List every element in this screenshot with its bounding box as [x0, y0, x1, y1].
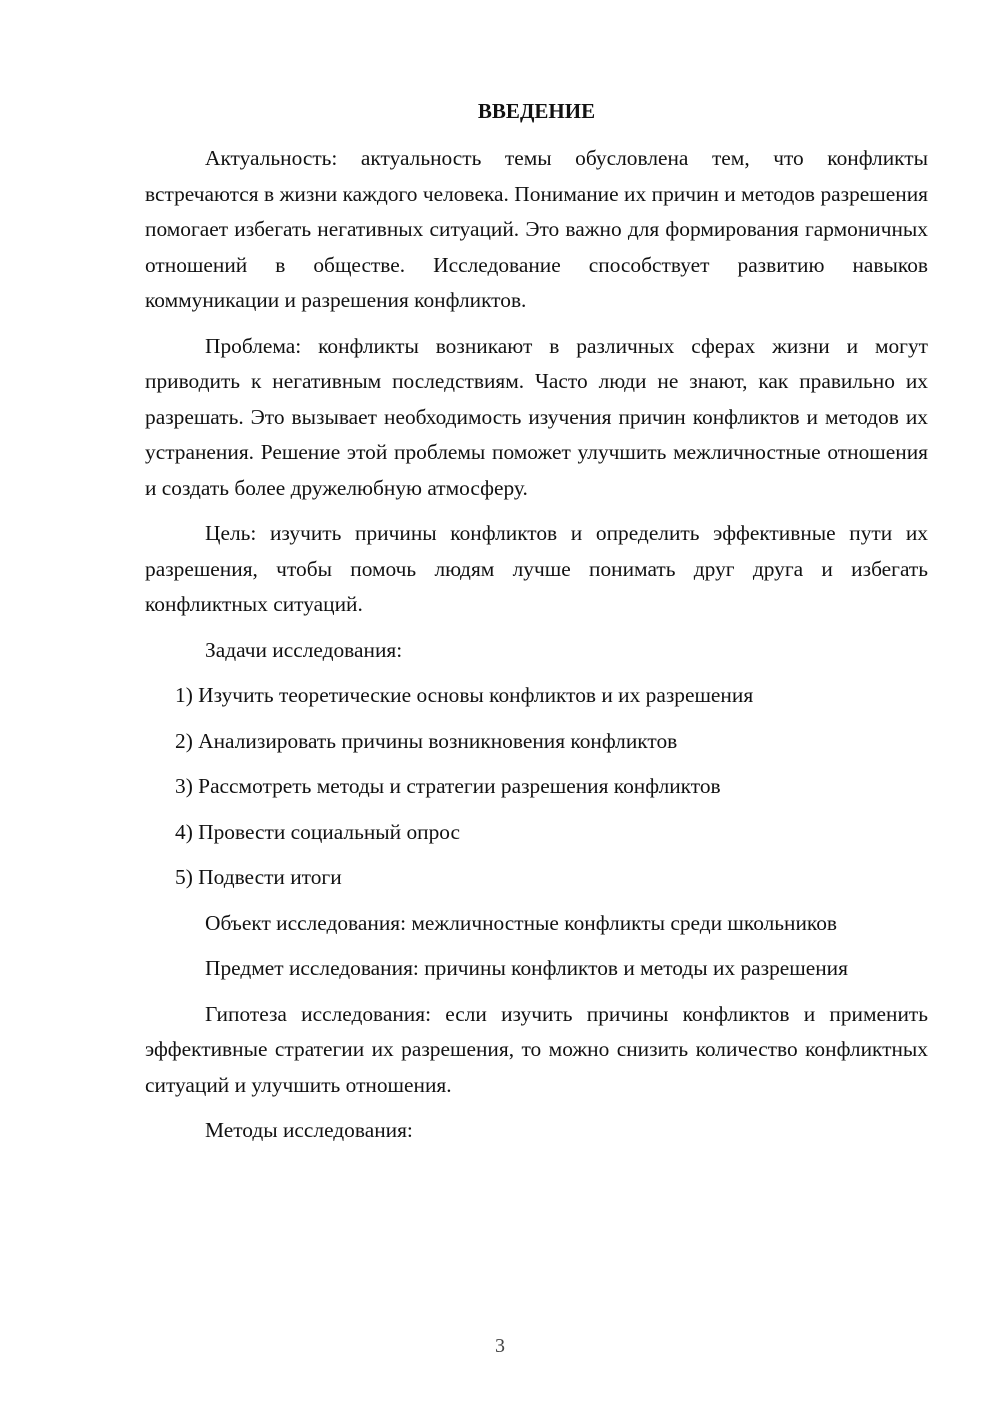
object-paragraph: Объект исследования: межличностные конфликты среди школьников	[205, 910, 838, 935]
tasks-list	[145, 678, 928, 896]
page-title: ВВЕДЕНИЕ	[477, 99, 596, 123]
list-item: 4) Провести социальный опрос	[175, 819, 461, 844]
hypothesis-paragraph: Гипотеза исследования: если изучить причины конфликтов и применить эффективные стратегии их разрешения, то можно снизить количество конфликтных ситуаций и улучшить отношения.	[145, 1001, 928, 1097]
goal-paragraph: Цель: изучить причины конфликтов и определить эффективные пути их разрешения, чтобы помочь людям лучше понимать друг друга и избегать конфликтных ситуаций.	[145, 521, 928, 616]
list-item: 2) Анализировать причины возникновения конфликтов	[175, 728, 678, 753]
methods-heading: Методы исследования:	[205, 1118, 413, 1142]
tasks-heading: Задачи исследования:	[205, 637, 403, 662]
page-number: 3	[495, 1335, 505, 1357]
document-body	[145, 141, 928, 1159]
problem-paragraph: Проблема: конфликты возникают в различных сферах жизни и могут приводить к негативным последствиям. Часто люди не знают, как правильно их разрешать. Это вызывает необходимость изучения причин конфликтов и методов их устранения. Решение этой проблемы поможет улучшить межличностные отношения и создать более дружелюбную атмосферу.	[145, 333, 928, 500]
relevance-paragraph: Актуальность: актуальность темы обусловлена тем, что конфликты встречаются в жизни каждого человека. Понимание их причин и методов разрешения помогает избегать негативных ситуаций. Это важно для формирования гармоничных отношений в обществе. Исследование способствует развитию навыков коммуникации и разрешения конфликтов.	[145, 146, 928, 312]
subject-paragraph: Предмет исследования: причины конфликтов и методы их разрешения	[205, 956, 848, 980]
list-item: 5) Подвести итоги	[175, 865, 342, 889]
list-item: 3) Рассмотреть методы и стратегии разрешения конфликтов	[175, 774, 721, 798]
list-item: 1) Изучить теоретические основы конфликтов и их разрешения	[175, 683, 754, 707]
